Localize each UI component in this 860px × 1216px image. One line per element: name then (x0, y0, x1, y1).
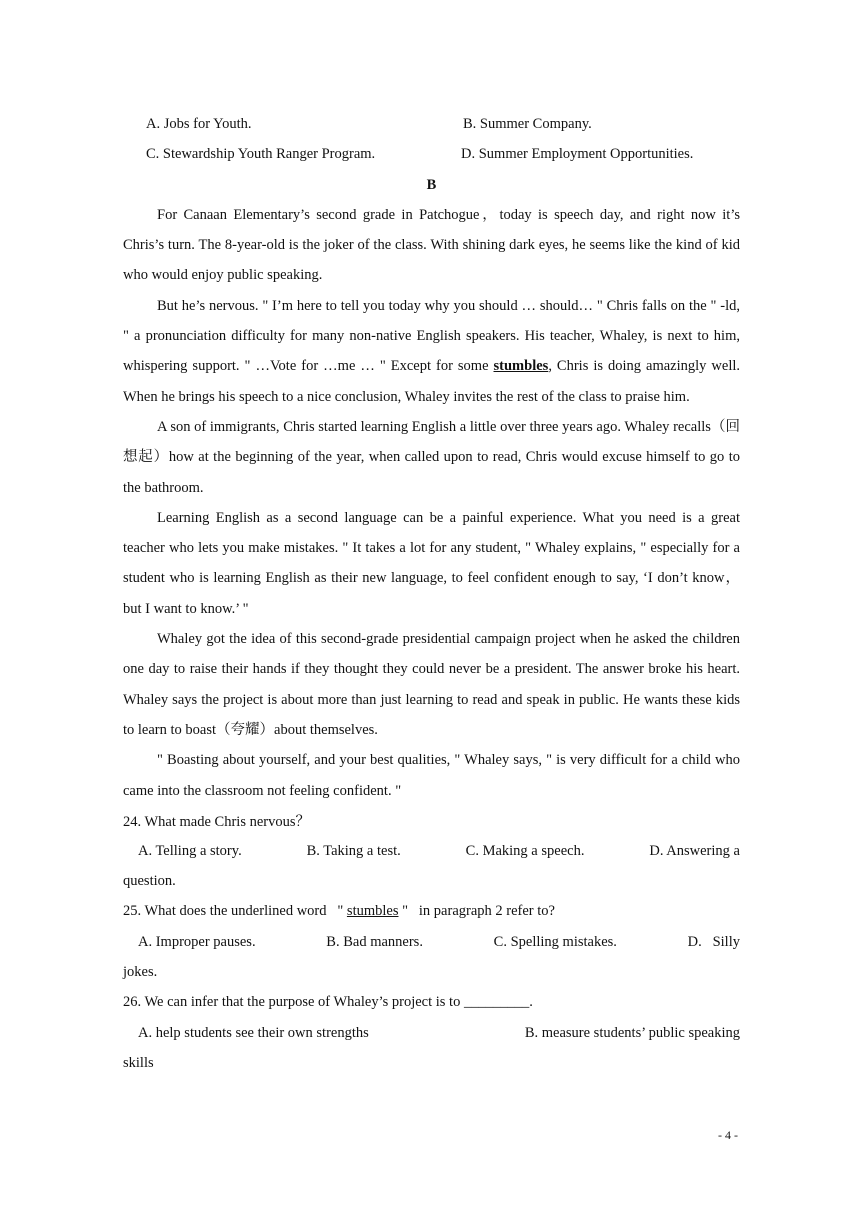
q26-options (123, 1018, 740, 1048)
q24-option-a: A. Telling a story. (138, 842, 242, 859)
q26-stem: 26. We can infer that the purpose of Whaley’s project is to _________. (123, 994, 533, 1011)
q23-option-d: D. Summer Employment Opportunities. (461, 145, 694, 162)
page-number: - 4 - (718, 1128, 738, 1142)
q24-option-d-continued: question. (123, 873, 176, 890)
q23-option-b: B. Summer Company. (463, 115, 592, 132)
section-title: B (426, 176, 437, 193)
q25-option-b: B. Bad manners. (326, 933, 423, 950)
paragraph-2 (123, 291, 740, 412)
q25-stem-before: 25. What does the underlined word " (123, 903, 347, 920)
q25-options (123, 927, 740, 957)
q23-options-row-2 (123, 139, 740, 169)
q23-options-row-1 (123, 109, 740, 139)
q25-option-c: C. Spelling mistakes. (493, 933, 617, 950)
page-content (123, 109, 740, 1079)
q25-stem-after: " in paragraph 2 refer to? (398, 903, 555, 920)
q25-underlined-word: stumbles (346, 903, 399, 920)
q23-option-a: A. Jobs for Youth. (146, 115, 252, 132)
q24-stem: 24. What made Chris nervous？ (123, 814, 310, 831)
paragraph-5: Whaley got the idea of this second-grade presidential campaign project when he asked the children one day to raise their hands if they thought they could never be a president. The answer broke his heart. Whaley says the project is about more than just learning to read and speak in public. He wants these kids to learn to boast（夸耀）about themselves. (123, 631, 740, 738)
q24-option-c: C. Making a speech. (465, 842, 585, 859)
q25-stem (123, 897, 740, 927)
paragraph-2-after: , Chris is doing amazingly well. When he brings his speech to a nice conclusion, Whaley invites the rest of the class to praise him. (123, 358, 740, 405)
q24-option-d: D. Answering a (649, 842, 740, 859)
q26-option-a: A. help students see their own strengths (138, 1024, 369, 1041)
paragraph-3: A son of immigrants, Chris started learning English a little over three years ago. Whaley recalls（回想起）how at the beginning of the year, when called upon to read, Chris would excuse himself to go to the bathroom. (123, 418, 740, 496)
q24-options (123, 836, 740, 866)
q25-option-d-continued: jokes. (123, 963, 158, 980)
q23-option-c: C. Stewardship Youth Ranger Program. (146, 145, 376, 162)
q25-option-a: A. Improper pauses. (138, 933, 256, 950)
paragraph-4: Learning English as a second language can be a painful experience. What you need is a great teacher who lets you make mistakes. " It takes a lot for any student, " Whaley explains, " especially for a student who is learning English as their new language, to feel confident enough to say, ‘I don’t know，but I want to know.’ " (123, 509, 740, 617)
q25-option-d: D. Silly (687, 933, 740, 950)
underlined-word-stumbles: stumbles (493, 358, 549, 375)
paragraph-6: " Boasting about yourself, and your best qualities, " Whaley says, " is very difficult for a child who came into the classroom not feeling confident. " (123, 752, 740, 799)
paragraph-1: For Canaan Elementary’s second grade in Patchogue，today is speech day, and right now it’s Chris’s turn. The 8-year-old is the joker of the class. With shining dark eyes, he seems like the kind of kid who would enjoy public speaking. (123, 206, 740, 284)
q26-option-b-continued: skills (123, 1054, 154, 1071)
paragraph-2-before: But he’s nervous. " I’m here to tell you today why you should … should… " Chris falls on the " -ld, " a pronunciation difficulty for many non-native English speakers. His teacher, Whaley, is next to him, whispering support. " …Vote for …me … " Except for some (123, 297, 740, 375)
q24-option-b: B. Taking a test. (306, 842, 401, 859)
q26-option-b: B. measure students’ public speaking (524, 1024, 740, 1041)
